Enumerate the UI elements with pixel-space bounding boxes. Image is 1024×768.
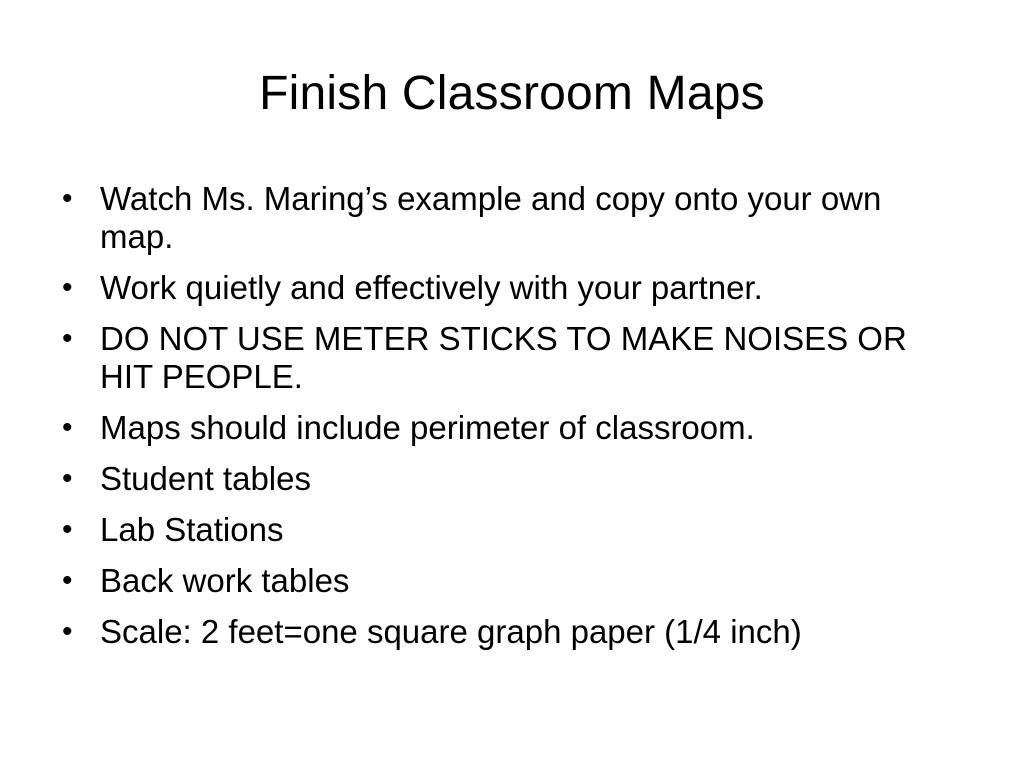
bullet-item bbox=[62, 460, 962, 498]
bullet-item bbox=[62, 180, 962, 256]
bullet-text: Scale: 2 feet=one square graph paper (1/4 inch) bbox=[100, 613, 802, 650]
bullet-icon: • bbox=[62, 411, 73, 444]
bullet-icon: • bbox=[62, 564, 73, 597]
bullet-item bbox=[62, 409, 962, 447]
bullet-text: Student tables bbox=[100, 460, 311, 497]
bullet-text: Back work tables bbox=[100, 562, 350, 599]
bullet-item bbox=[62, 613, 962, 651]
bullet-item bbox=[62, 269, 962, 307]
bullet-icon: • bbox=[62, 271, 73, 304]
bullet-item bbox=[62, 320, 962, 396]
bullet-text: DO NOT USE METER STICKS TO MAKE NOISES OR HIT PEOPLE. bbox=[100, 320, 907, 395]
bullet-item bbox=[62, 562, 962, 600]
bullet-text: Maps should include perimeter of classroom. bbox=[100, 409, 755, 446]
bullet-list bbox=[62, 180, 962, 664]
bullet-icon: • bbox=[62, 322, 73, 355]
bullet-text: Watch Ms. Maring’s example and copy onto your own map. bbox=[100, 180, 882, 255]
bullet-text: Work quietly and effectively with your partner. bbox=[100, 269, 763, 306]
bullet-text: Lab Stations bbox=[100, 511, 284, 548]
bullet-icon: • bbox=[62, 615, 73, 648]
bullet-icon: • bbox=[62, 182, 73, 215]
bullet-icon: • bbox=[62, 462, 73, 495]
slide-title: Finish Classroom Maps bbox=[259, 67, 765, 120]
bullet-icon: • bbox=[62, 513, 73, 546]
bullet-item bbox=[62, 511, 962, 549]
